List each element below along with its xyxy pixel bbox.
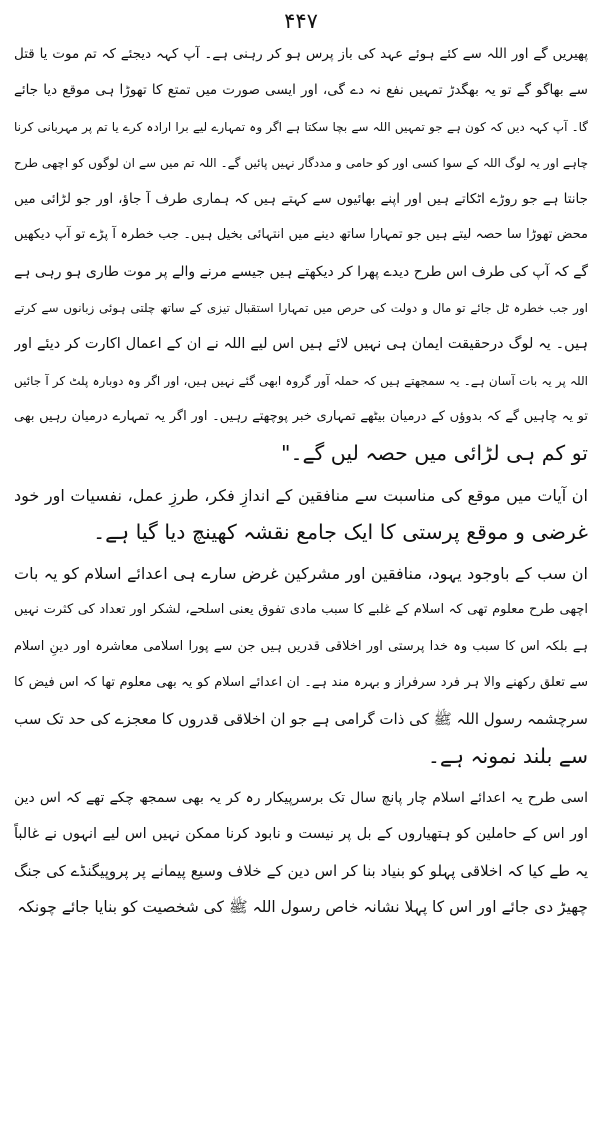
- page-number: ۴۴۷: [284, 9, 318, 33]
- text-line: ہے بلکہ اس کا سبب وہ خدا پرستی اور اخلاقی قدریں ہیں جن سے پورا اسلامی معاشرہ اور دینِ اسلام: [14, 638, 588, 654]
- text-line: غرضی و موقع پرستی کا ایک جامع نقشہ کھینچ دیا گیا ہے۔: [93, 519, 588, 544]
- text-line: ان آیات میں موقع کی مناسبت سے منافقین کے اندازِ فکر، طرزِ عمل، نفسیات اور خود: [14, 485, 588, 505]
- text-line: اللہ پر یہ بات آسان ہے۔ یہ سمجھتے ہیں کہ حملہ آور گروہ ابھی گئے نہیں ہیں، اور اگر وہ دوبارہ پلٹ کر آ جائیں: [14, 373, 588, 388]
- text-line: ان سب کے باوجود یہود، منافقین اور مشرکین غرض سارے ہی اعدائے اسلام کو یہ بات: [14, 564, 588, 584]
- paragraph: [14, 36, 588, 472]
- paragraph: [14, 556, 588, 774]
- text-line: اور اس کے حاملین کو ہتھیاروں کے بل پر نیست و نابود کرنا ممکن نہیں اس لیے انہوں نے غالباً: [14, 826, 588, 843]
- text-line: چاہے اور یہ لوگ اللہ کے سوا کسی اور کو حامی و مددگار نہیں پائیں گے۔ اللہ تم میں سے ان لوگوں کو اچھی طرح: [14, 155, 588, 170]
- text-line: ہیں۔ یہ لوگ درحقیقت ایمان ہی نہیں لائے ہیں اس لیے اللہ نے ان کے اعمال اکارت کر دیئے اور: [14, 336, 588, 353]
- text-line: پھیریں گے اور اللہ سے کئے ہوئے عہد کی باز پرس ہو کر رہنی ہے۔ آپ کہہ دیجئے کہ تم موت یا قتل: [14, 46, 588, 62]
- text-line: گا۔ آپ کہہ دیں کہ کون ہے جو تمہیں اللہ سے بچا سکتا ہے اگر وہ تمہارے لیے برا ارادہ کرے یا تم پر مہربانی کرنا: [14, 119, 588, 134]
- text-line: یہ طے کیا کہ اخلاقی پہلو کو بنیاد بنا کر اس دین کے خلاف وسیع پیمانے پر پروپیگنڈے کی جنگ: [14, 861, 588, 880]
- text-body: [14, 36, 588, 925]
- text-line: جانتا ہے جو روڑے اٹکاتے ہیں اور اپنے بھائیوں سے کہتے ہیں کہ ہماری طرف آ جاؤ، اور جو لڑائی میں: [14, 191, 588, 208]
- paragraph: [14, 780, 588, 925]
- text-line: سے بلند نمونہ ہے۔: [427, 743, 588, 768]
- text-line: سے تعلق رکھنے والا ہر فرد سرفراز و بہرہ مند ہے۔ ان اعدائے اسلام کو یہ بھی معلوم تھا کہ اس فیض کا: [14, 675, 588, 691]
- text-line: اسی طرح یہ اعدائے اسلام چار پانچ سال تک برسرپیکار رہ کر یہ بھی سمجھ چکے تھے کہ اس دین: [14, 789, 588, 806]
- text-line: تو یہ چاہیں گے کہ بدوؤں کے درمیان بیٹھے تمہاری خبر پوچھتے رہیں۔ اور اگر یہ تمہارے درمیان رہیں بھی: [14, 408, 588, 424]
- text-line: سے بھاگو گے تو یہ بھگدڑ تمہیں نفع نہ دے گی، اور ایسی صورت میں تمتع کا تھوڑا ہی موقع دیا جائے: [14, 82, 588, 99]
- text-line: تو کم ہی لڑائی میں حصہ لیں گے۔": [281, 441, 588, 466]
- text-line: گے کہ آپ کی طرف اس طرح دیدے پھرا کر دیکھتے ہیں جیسے مرنے والے پر موت طاری ہو رہی ہے: [14, 263, 588, 280]
- paragraph: [14, 478, 588, 551]
- text-line: اور جب خطرہ ٹل جائے تو مال و دولت کی حرص میں تمہارا استقبال تیزی کے ساتھ چلتی ہوئی زبانوں سے کرتے: [14, 301, 588, 316]
- text-line: محض تھوڑا سا حصہ لیتے ہیں جو تمہارا ساتھ دینے میں انتہائی بخیل ہیں۔ جب خطرہ آ پڑے تو آپ دیکھیں: [14, 227, 588, 243]
- text-line: سرچشمہ رسول اللہ ﷺ کی ذات گرامی ہے جو ان اخلاقی قدروں کا معجزے کی حد تک سب: [14, 710, 588, 729]
- text-line: چھیڑ دی جائے اور اس کا پہلا نشانہ خاص رسول اللہ ﷺ کی شخصیت کو بنایا جائے چونکہ: [17, 897, 588, 916]
- text-line: اچھی طرح معلوم تھی کہ اسلام کے غلبے کا سبب مادی تفوق یعنی اسلحے، لشکر اور تعداد کی کثرت نہیں: [14, 602, 588, 618]
